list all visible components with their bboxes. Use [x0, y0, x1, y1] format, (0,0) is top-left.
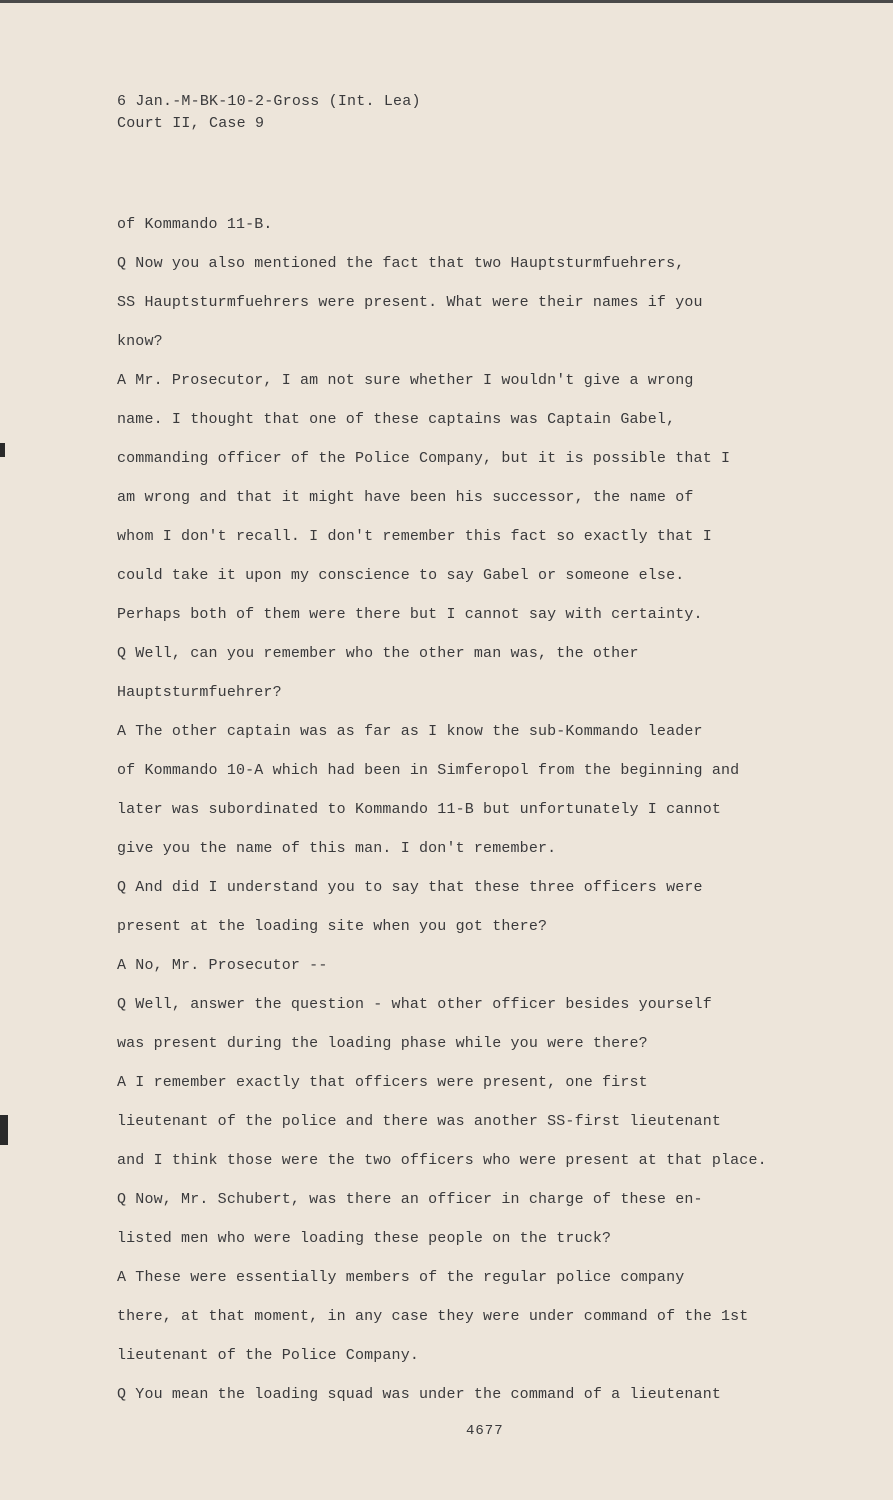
- transcript-line: Q Well, answer the question - what other officer besides yourself: [117, 996, 712, 1013]
- transcript-line: later was subordinated to Kommando 11-B but unfortunately I cannot: [117, 801, 721, 818]
- transcript-line: was present during the loading phase while you were there?: [117, 1035, 648, 1052]
- transcript-line: give you the name of this man. I don't remember.: [117, 840, 557, 857]
- margin-mark-bottom: [0, 1115, 8, 1145]
- transcript-line: Q You mean the loading squad was under the command of a lieutenant: [117, 1386, 721, 1403]
- transcript-line: A I remember exactly that officers were present, one first: [117, 1074, 648, 1091]
- transcript-line: am wrong and that it might have been his successor, the name of: [117, 489, 694, 506]
- transcript-body: [117, 210, 817, 1419]
- transcript-line: name. I thought that one of these captains was Captain Gabel,: [117, 411, 676, 428]
- transcript-line: Q Now, Mr. Schubert, was there an officer in charge of these en-: [117, 1191, 703, 1208]
- transcript-line: and I think those were the two officers who were present at that place.: [117, 1152, 767, 1169]
- transcript-line: know?: [117, 333, 163, 350]
- transcript-line: Perhaps both of them were there but I cannot say with certainty.: [117, 606, 703, 623]
- transcript-line: listed men who were loading these people on the truck?: [117, 1230, 612, 1247]
- transcript-line: A Mr. Prosecutor, I am not sure whether I wouldn't give a wrong: [117, 372, 694, 389]
- transcript-line: A No, Mr. Prosecutor --: [117, 957, 328, 974]
- header-line-2: Court II, Case 9: [117, 115, 265, 132]
- transcript-line: Q And did I understand you to say that these three officers were: [117, 879, 703, 896]
- transcript-line: of Kommando 11-B.: [117, 216, 273, 233]
- header-line-1: 6 Jan.-M-BK-10-2-Gross (Int. Lea): [117, 93, 421, 110]
- document-header: [117, 91, 421, 135]
- transcript-line: A The other captain was as far as I know the sub-Kommando leader: [117, 723, 703, 740]
- transcript-line: SS Hauptsturmfuehrers were present. What were their names if you: [117, 294, 703, 311]
- transcript-line: Q Now you also mentioned the fact that two Hauptsturmfuehrers,: [117, 255, 685, 272]
- transcript-line: present at the loading site when you got there?: [117, 918, 548, 935]
- transcript-line: Hauptsturmfuehrer?: [117, 684, 282, 701]
- transcript-line: commanding officer of the Police Company, but it is possible that I: [117, 450, 731, 467]
- transcript-line: lieutenant of the police and there was another SS-first lieutenant: [117, 1113, 721, 1130]
- transcript-line: Q Well, can you remember who the other man was, the other: [117, 645, 639, 662]
- page-number: 4677: [466, 1423, 504, 1439]
- transcript-line: lieutenant of the Police Company.: [117, 1347, 419, 1364]
- transcript-line: there, at that moment, in any case they were under command of the 1st: [117, 1308, 749, 1325]
- transcript-line: A These were essentially members of the regular police company: [117, 1269, 685, 1286]
- margin-mark-top: [0, 443, 5, 457]
- transcript-line: whom I don't recall. I don't remember this fact so exactly that I: [117, 528, 712, 545]
- transcript-line: could take it upon my conscience to say Gabel or someone else.: [117, 567, 685, 584]
- transcript-line: of Kommando 10-A which had been in Simferopol from the beginning and: [117, 762, 740, 779]
